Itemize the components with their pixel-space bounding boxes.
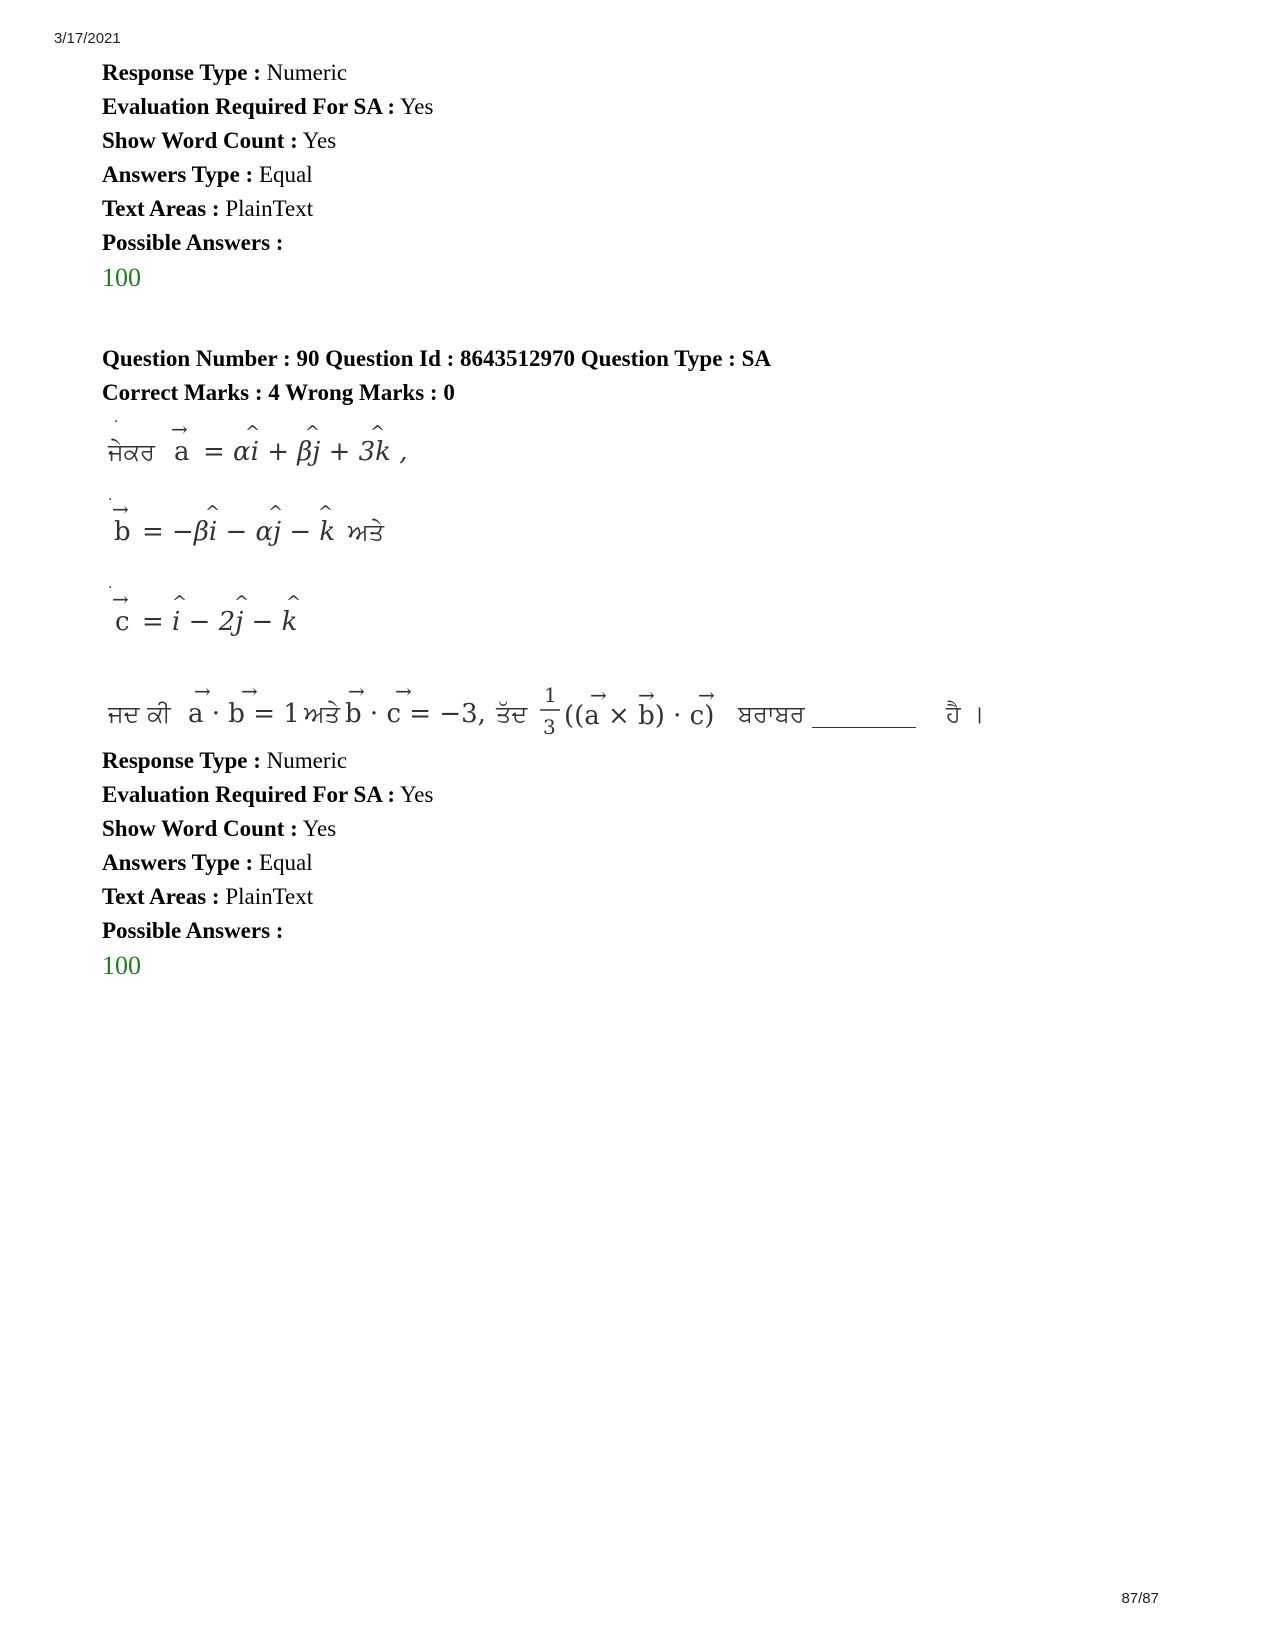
jekar-text: ਜੇਕਰ: [108, 438, 155, 466]
print-date: 3/17/2021: [54, 30, 121, 47]
hat-j-icon: ^: [305, 422, 321, 443]
ate-text: ਅਤੇ: [304, 700, 340, 728]
previous-question-meta: [102, 56, 1202, 296]
answers-type-label: Answers Type :: [102, 850, 254, 875]
answers-type-row: [102, 846, 1202, 880]
ate-text: ਅਤੇ: [348, 518, 384, 546]
word-count-label: Show Word Count :: [102, 816, 298, 841]
hat-i-icon: ^: [205, 502, 221, 523]
word-count-row: [102, 812, 1202, 846]
text-areas-row: [102, 192, 1202, 226]
dot-product-ab: a · b = 1: [188, 699, 300, 729]
equation-vector-c: [108, 580, 528, 653]
text-areas-value: PlainText: [225, 884, 314, 909]
answers-type-label: Answers Type :: [102, 162, 254, 187]
hat-k-icon: ^: [370, 422, 386, 443]
response-type-label: Response Type :: [102, 748, 261, 773]
response-type-value: Numeric: [266, 748, 348, 773]
possible-answers-label: Possible Answers :: [102, 230, 284, 255]
equation-b-svg: [108, 492, 528, 556]
possible-answers-label: Possible Answers :: [102, 918, 284, 943]
word-count-value: Yes: [302, 128, 337, 153]
text-areas-row: [102, 880, 1202, 914]
equation-a-svg: [108, 414, 528, 478]
hat-j-icon: ^: [234, 592, 250, 613]
word-count-label: Show Word Count :: [102, 128, 298, 153]
hai-text: ਹੈ ।: [946, 700, 985, 728]
text-areas-value: PlainText: [225, 196, 314, 221]
jad-ki-text: ਜਦ ਕੀ: [108, 700, 171, 728]
text-areas-label: Text Areas :: [102, 884, 220, 909]
vec-b-letter: b: [114, 517, 131, 547]
triple-product-expr: ((a × b) · c): [564, 701, 715, 731]
dot-mark: ·: [108, 580, 113, 596]
arrow-icon: →: [395, 679, 412, 703]
text-areas-label: Text Areas :: [102, 196, 220, 221]
hat-k-icon: ^: [318, 502, 334, 523]
hat-i-icon: ^: [245, 422, 261, 443]
evaluation-row: [102, 778, 1202, 812]
vec-c-letter: c: [115, 607, 130, 637]
response-type-row: [102, 744, 1202, 778]
possible-answer-value: 100: [102, 951, 141, 980]
response-type-row: [102, 56, 1202, 90]
possible-answer-value: 100: [102, 263, 141, 292]
evaluation-label: Evaluation Required For SA :: [102, 782, 396, 807]
question-header: [102, 342, 1202, 410]
hat-i-icon: ^: [172, 592, 188, 613]
question-header-line1: Question Number : 90 Question Id : 8643512970 Question Type : SA: [102, 346, 771, 371]
dot-mark: ·: [114, 414, 119, 430]
statement-svg: [108, 672, 1128, 752]
vec-a-components: = αi + βj + 3k ,: [203, 437, 408, 467]
question-header-line2: Correct Marks : 4 Wrong Marks : 0: [102, 380, 455, 405]
arrow-icon: →: [590, 683, 607, 707]
arrow-icon: →: [638, 683, 655, 707]
answers-type-value: Equal: [258, 850, 313, 875]
evaluation-label: Evaluation Required For SA :: [102, 94, 396, 119]
response-type-label: Response Type :: [102, 60, 261, 85]
evaluation-row: [102, 90, 1202, 124]
equation-vector-a: [108, 414, 528, 485]
fraction-denominator: 3: [543, 715, 556, 739]
answer-blank: ________: [812, 699, 916, 729]
arrow-icon: →: [112, 497, 129, 521]
tad-text: ਤੱਦ: [496, 700, 528, 728]
barabar-text: ਬਰਾਬਰ: [738, 700, 805, 728]
equation-c-svg: [108, 580, 528, 646]
evaluation-value: Yes: [400, 94, 434, 119]
dot-mark: ·: [108, 492, 113, 508]
arrow-icon: →: [241, 679, 258, 703]
arrow-icon: →: [112, 587, 129, 611]
arrow-icon: →: [348, 679, 365, 703]
arrow-icon: →: [194, 679, 211, 703]
possible-answers-row: [102, 914, 1202, 948]
dot-product-bc: b · c = −3,: [345, 699, 486, 729]
evaluation-value: Yes: [400, 782, 434, 807]
answers-type-value: Equal: [258, 162, 313, 187]
vec-a-letter: a: [174, 437, 190, 467]
word-count-value: Yes: [302, 816, 337, 841]
hat-k-icon: ^: [286, 592, 302, 613]
hat-j-icon: ^: [268, 502, 284, 523]
question-meta: [102, 744, 1202, 984]
response-type-value: Numeric: [266, 60, 348, 85]
page-number: 87/87: [1121, 1590, 1159, 1607]
vec-c-components: = i − 2j − k: [142, 607, 298, 637]
vec-b-components: = −βi − αj − k: [142, 517, 336, 547]
possible-answers-row: [102, 226, 1202, 260]
arrow-icon: →: [171, 417, 188, 441]
fraction-numerator: 1: [544, 683, 557, 707]
arrow-icon: →: [698, 683, 715, 707]
answers-type-row: [102, 158, 1202, 192]
equation-vector-b: [108, 492, 528, 563]
word-count-row: [102, 124, 1202, 158]
